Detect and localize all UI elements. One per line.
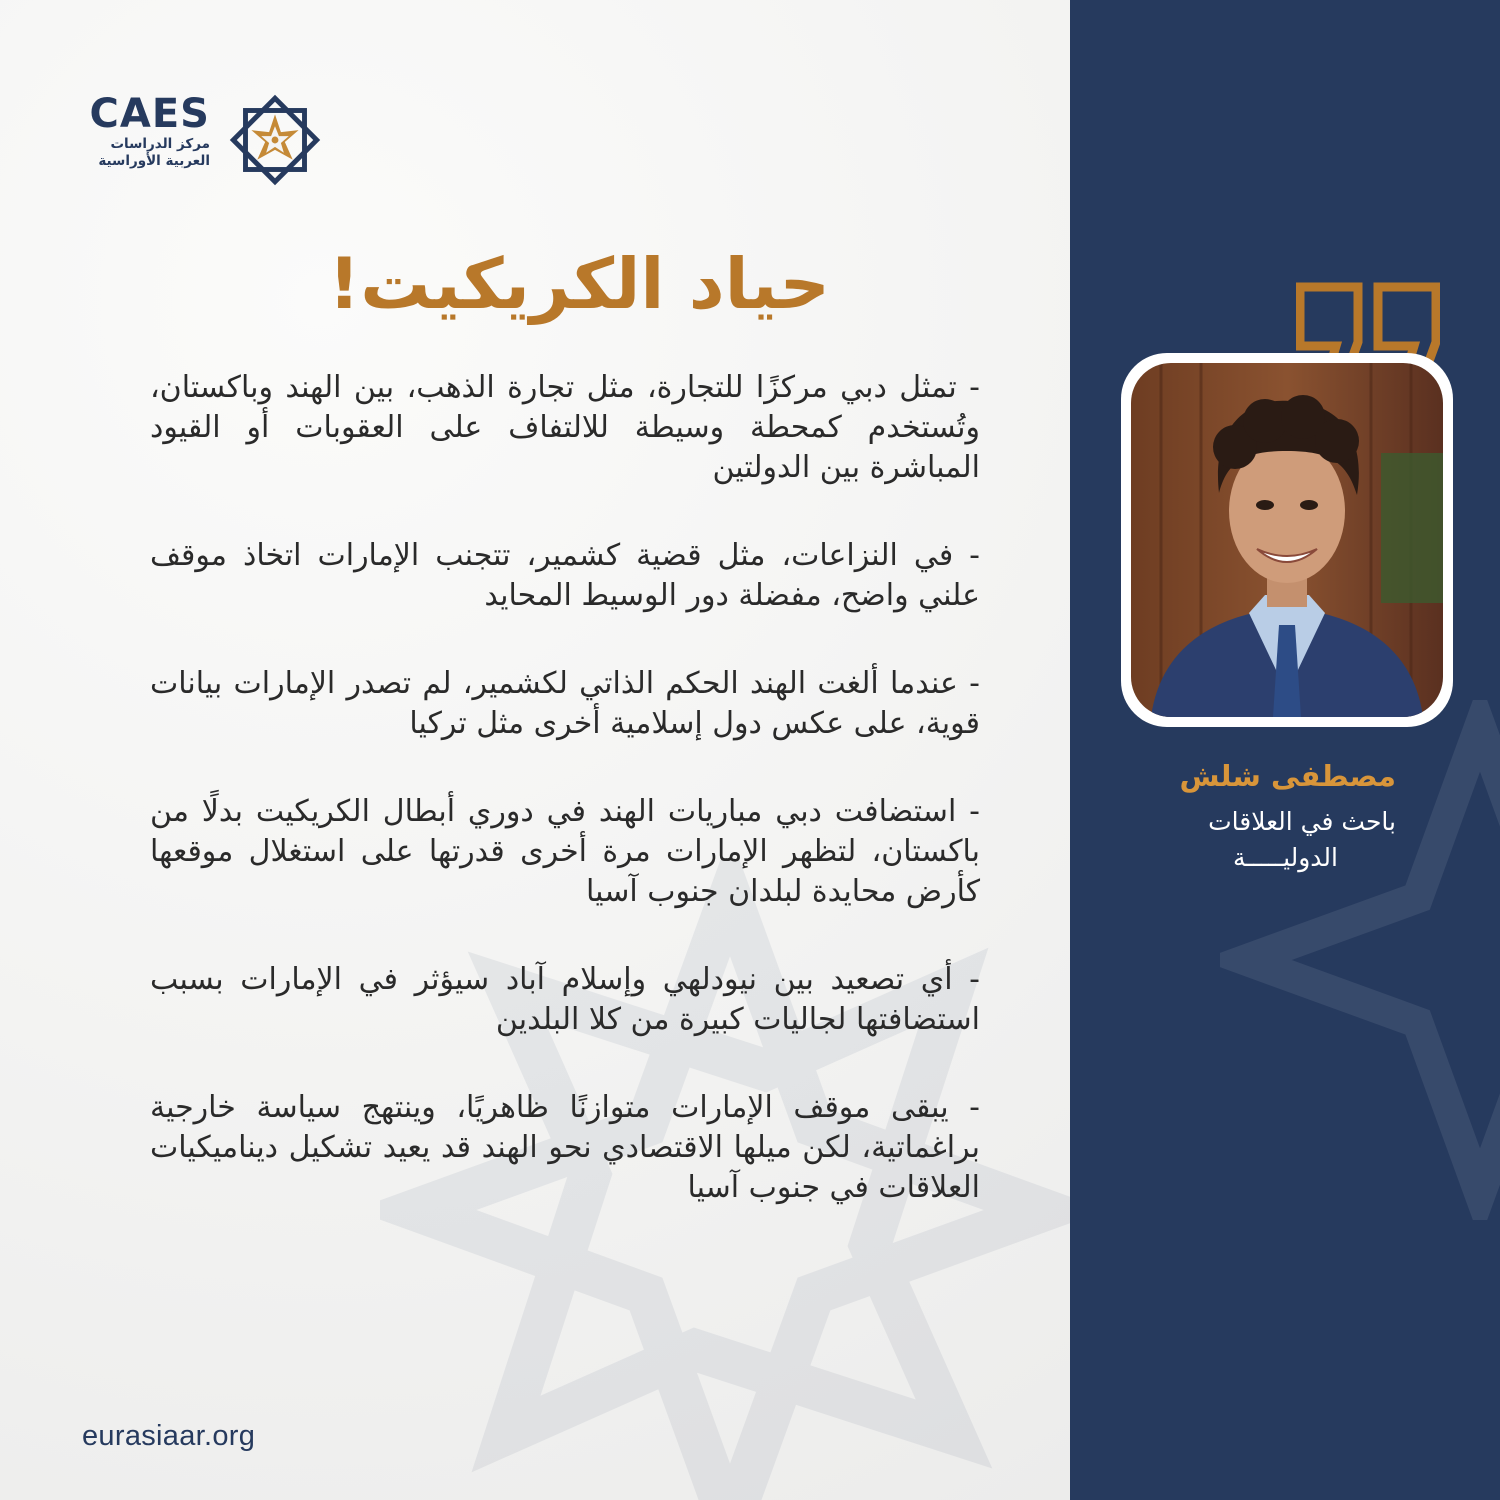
star-octagon-logo-icon [216, 94, 334, 186]
author-role [1100, 804, 1396, 876]
paragraph-6: - يبقى موقف الإمارات متوازنًا ظاهريًا، وينتهج سياسة خارجية براغماتية، لكن ميلها الاقتصادي نحو الهند قد يعيد تشكيل ديناميكيات العلاقات في جنوب آسيا [150, 1090, 980, 1205]
author-name: مصطفى شلش [1179, 759, 1396, 793]
right-panel [1070, 0, 1500, 1500]
author-photo [1131, 363, 1443, 717]
website-url[interactable]: eurasiaar.org [82, 1420, 256, 1452]
article-body [150, 368, 980, 1256]
paragraph-3: - عندما ألغت الهند الحكم الذاتي لكشمير، لم تصدر الإمارات بيانات قوية، على عكس دول إسلامية أخرى مثل تركيا [150, 666, 980, 741]
logo-abbr: CAES [89, 91, 210, 137]
brand-logo [80, 92, 340, 192]
page-title: حياد الكريكيت! [328, 243, 830, 325]
paragraph-4: - استضافت دبي مباريات الهند في دوري أبطال الكريكيت بدلًا من باكستان، لتظهر الإمارات مرة أخرى قدرتها على استغلال موقعها كأرض محايدة لبلدان جنوب آسيا [150, 794, 980, 909]
paragraph-2: - في النزاعات، مثل قضية كشمير، تتجنب الإمارات اتخاذ موقف علني واضح، مفضلة دور الوسيط المحايد [150, 538, 980, 613]
author-role-line2: الدوليـــــة [1233, 843, 1338, 872]
paragraph-1: - تمثل دبي مركزًا للتجارة، مثل تجارة الذهب، بين الهند وباكستان، وتُستخدم كمحطة وسيطة للالتفاف على العقوبات أو القيود المباشرة بين الدولتين [150, 370, 980, 485]
logo-name-line1: مركز الدراسات [110, 136, 210, 152]
author-portrait-icon [1131, 363, 1443, 717]
logo-text [80, 92, 210, 170]
logo-name-line2: العربية الأوراسية [98, 153, 210, 169]
author-role-line1: باحث في العلاقات [1208, 807, 1396, 836]
paragraph-5: - أي تصعيد بين نيودلهي وإسلام آباد سيؤثر في الإمارات بسبب استضافتها لجاليات كبيرة من كلا البلدين [150, 962, 980, 1037]
